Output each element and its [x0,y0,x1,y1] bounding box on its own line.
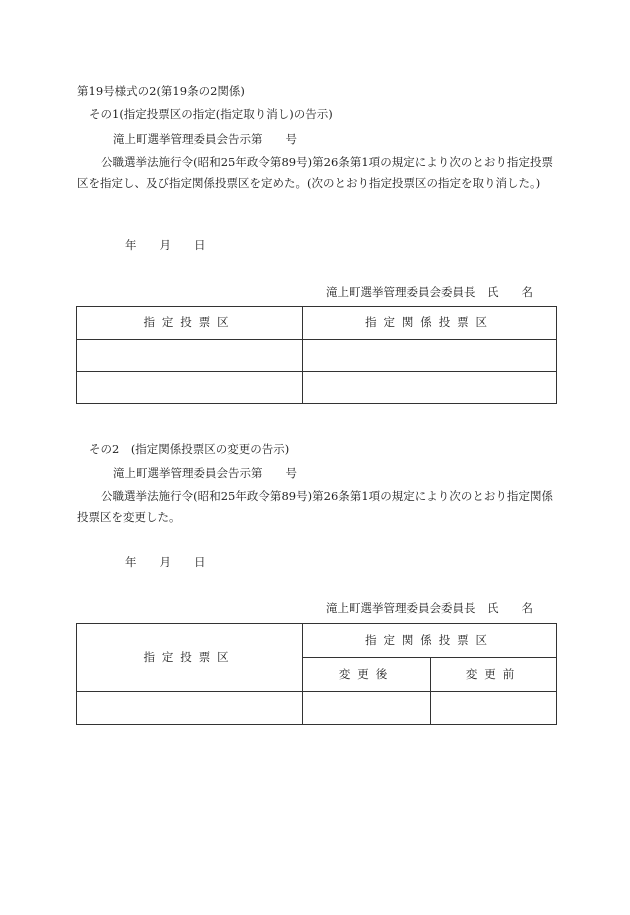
table-row [77,692,557,725]
part1-header-related-district: 指定関係投票区 [303,307,557,340]
part2-header-after-change: 変更後 [303,658,431,692]
table-row [77,340,557,372]
part2-header-related-district: 指定関係投票区 [303,624,557,658]
part2-header-before-change: 変更前 [431,658,557,692]
part1-header-designated-district: 指定投票区 [77,307,303,340]
part1-cell-related[interactable] [303,340,557,372]
part1-body: 公職選挙法施行令(昭和25年政令第89号)第26条第1項の規定により次のとおり指定投票区を指定し、及び指定関係投票区を定めた。(次のとおり指定投票区の指定を取り消した。) [77,155,553,190]
form-header: 第19号様式の2(第19条の2関係) [77,84,245,98]
part1-cell-designated[interactable] [77,340,303,372]
part1-cell-designated[interactable] [77,372,303,404]
part1-date: 年 月 日 [125,238,206,252]
part2-body: 公職選挙法施行令(昭和25年政令第89号)第26条第1項の規定により次のとおり指定関係投票区を変更した。 [77,489,553,524]
part2-table [76,623,557,725]
part2-notice-number: 滝上町選挙管理委員会告示第 号 [113,466,297,480]
part1-title: その1(指定投票区の指定(指定取り消し)の告示) [89,107,333,121]
part1-table [76,306,557,404]
part2-signature: 滝上町選挙管理委員会委員長 氏 名 [326,601,533,615]
part2-title: その2 (指定関係投票区の変更の告示) [89,442,290,456]
part2-header-designated-district: 指定投票区 [77,624,303,692]
part2-cell-before[interactable] [431,692,557,725]
part2-date: 年 月 日 [125,555,206,569]
part1-cell-related[interactable] [303,372,557,404]
part1-signature: 滝上町選挙管理委員会委員長 氏 名 [326,285,533,299]
part2-cell-after[interactable] [303,692,431,725]
part1-notice-number: 滝上町選挙管理委員会告示第 号 [113,132,297,146]
part2-cell-designated[interactable] [77,692,303,725]
table-row [77,372,557,404]
